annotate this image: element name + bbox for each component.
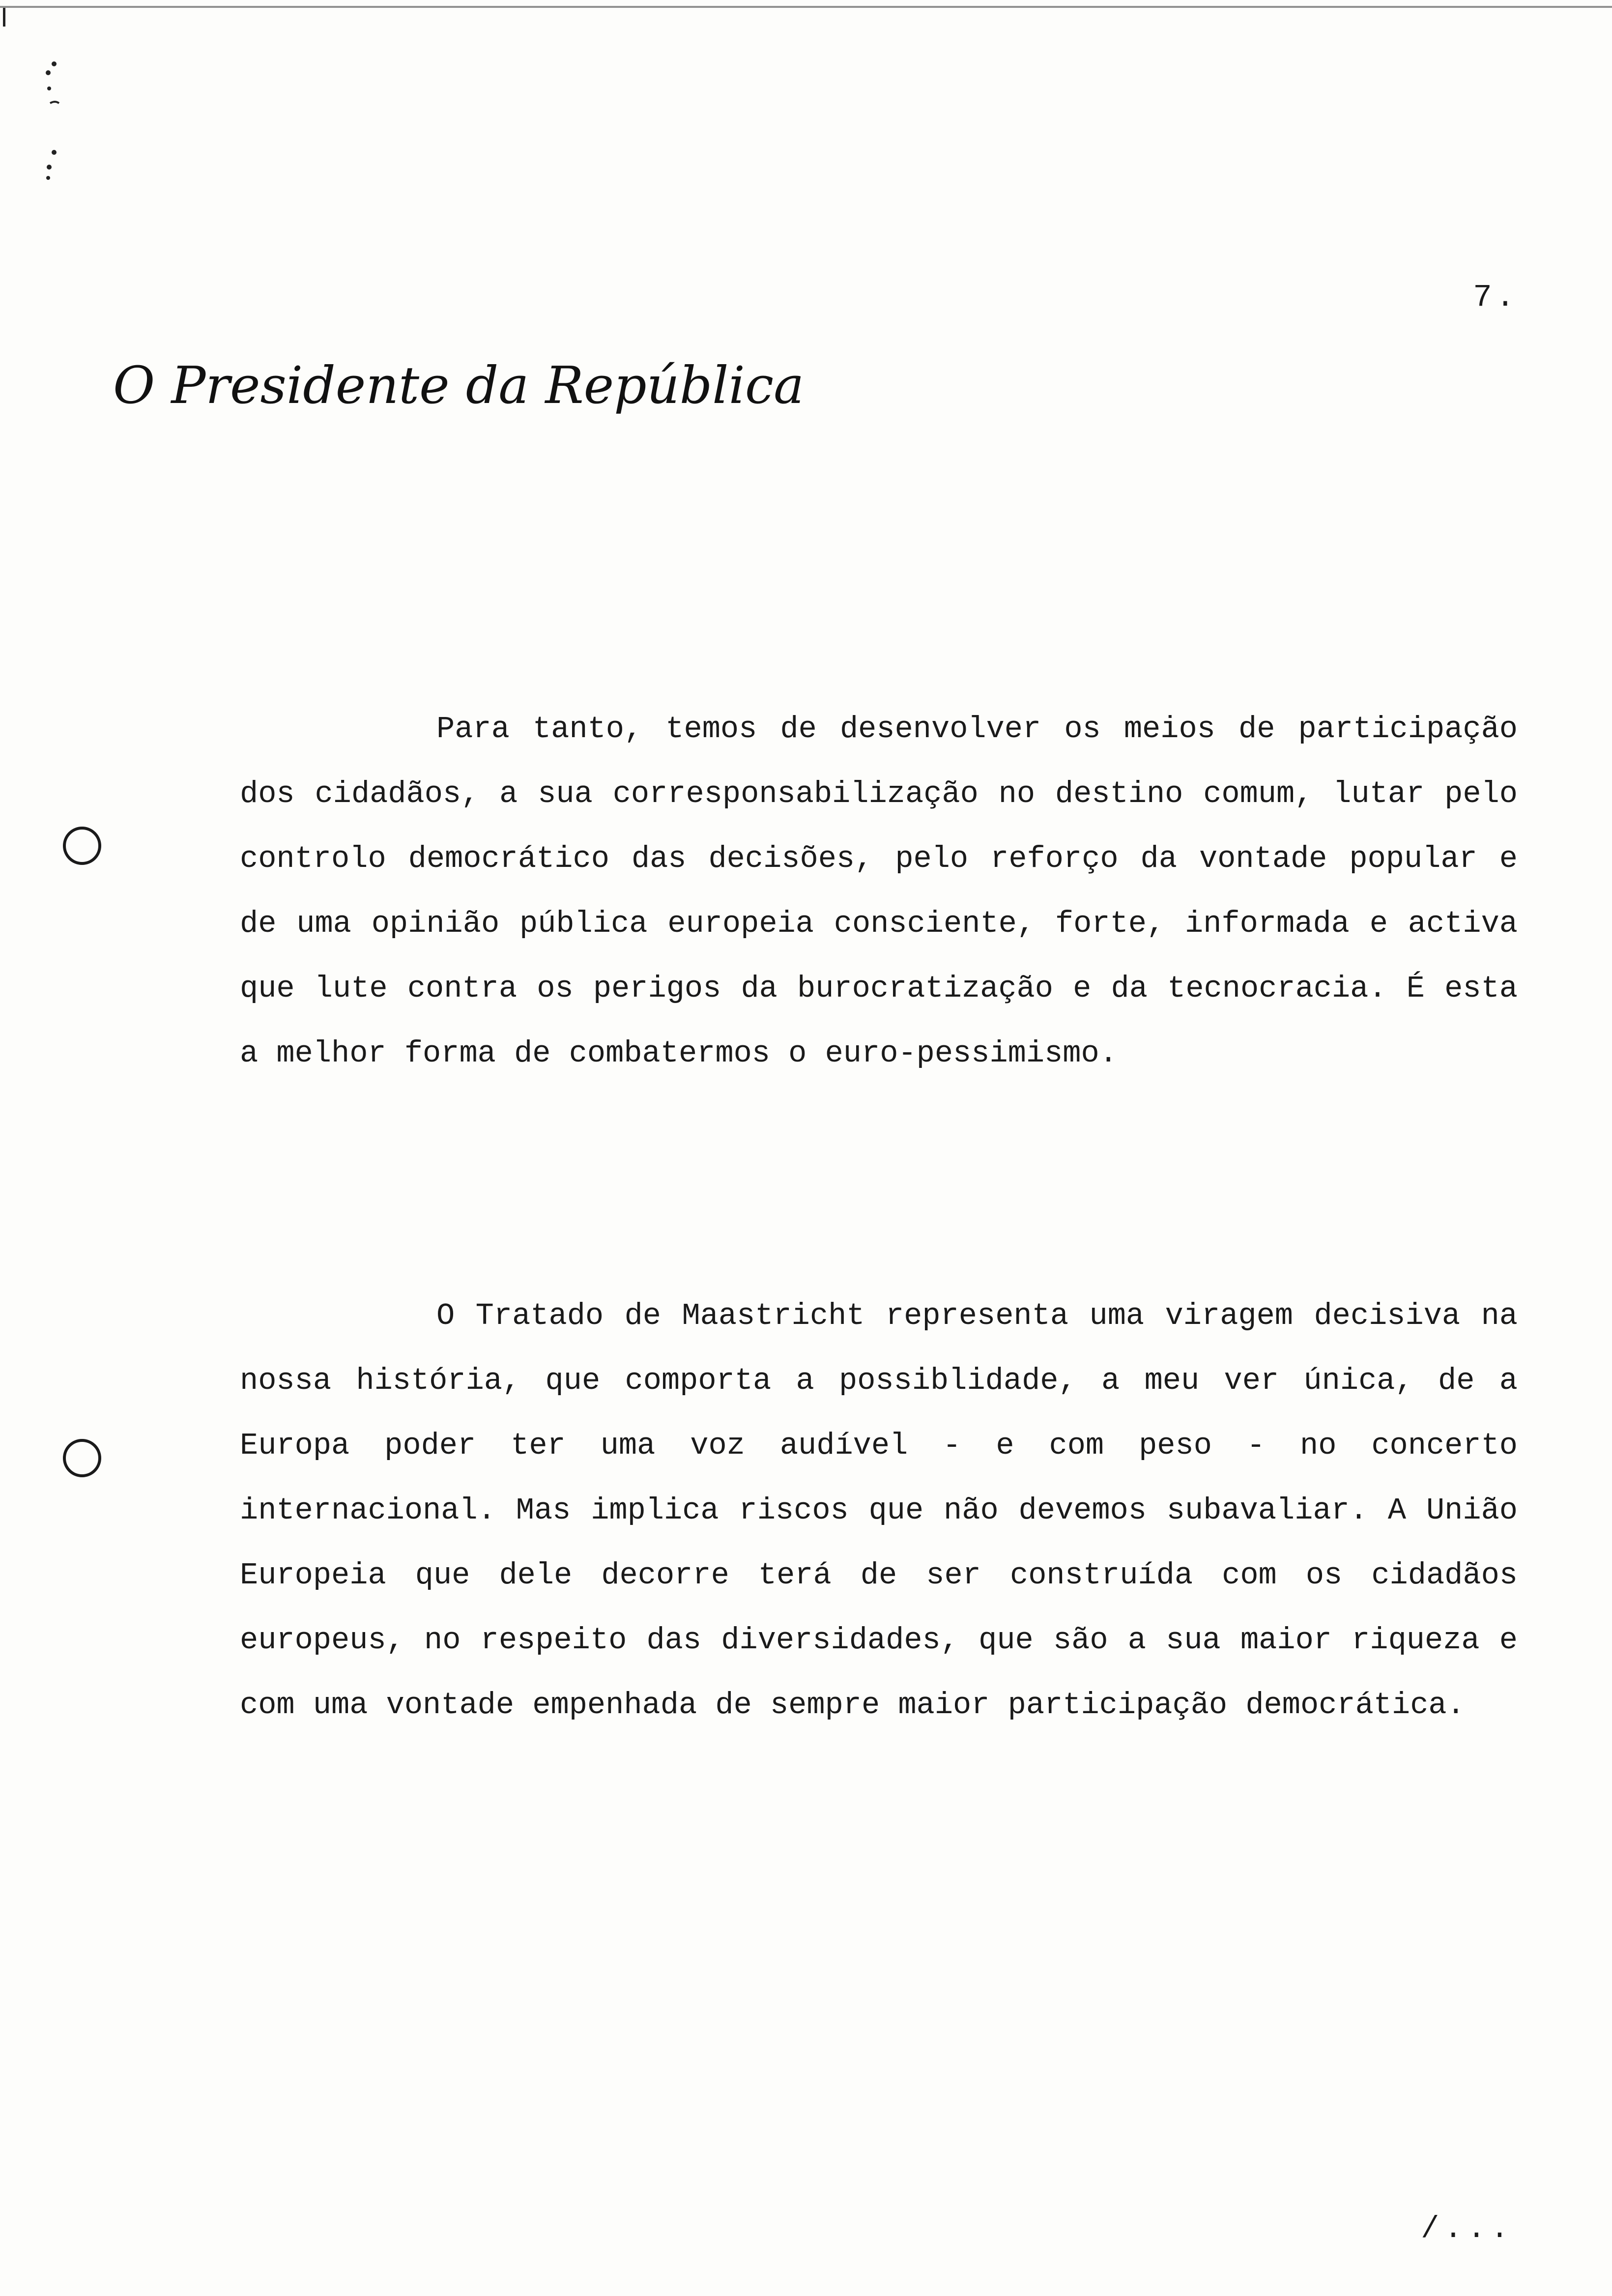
paragraph-1-text: Para tanto, temos de desenvolver os meios de participação dos cidadãos, a sua corresponsabilização no destino comum, lutar pelo controlo democrático das decisões, pelo reforço da vontade popular e de uma opinião pública europeia consciente, forte, informada e activa que lute contra os perigos da burocratização e da tecnocracia. É esta a melhor forma de combatermos o euro-pessimismo.	[240, 712, 1518, 1071]
paragraph-2	[240, 1284, 1518, 1738]
top-edge-rule	[0, 6, 1612, 8]
punch-hole-top	[63, 827, 101, 865]
letterhead-script	[108, 344, 805, 432]
punch-hole-bottom	[63, 1439, 101, 1477]
letterhead-text: O Presidente da República	[113, 355, 805, 415]
paragraph-2-text: O Tratado de Maastricht representa uma viragem decisiva na nossa história, que comporta a possiblidade, a meu ver única, de a Europa poder ter uma voz audível - e com peso - no concerto internacional. Mas implica riscos que não devemos subavaliar. A União Europeia que dele decorre terá de ser construída com os cidadãos europeus, no respeito das diversidades, que são a sua maior riqueza e com uma vontade empenhada de sempre maior participação democrática.	[240, 1298, 1518, 1722]
paragraph-1	[240, 697, 1518, 1086]
continuation-mark: /...	[1421, 2211, 1514, 2246]
top-edge-tick	[3, 8, 5, 27]
page-number: 7.	[1473, 280, 1519, 316]
margin-specks	[44, 54, 84, 192]
